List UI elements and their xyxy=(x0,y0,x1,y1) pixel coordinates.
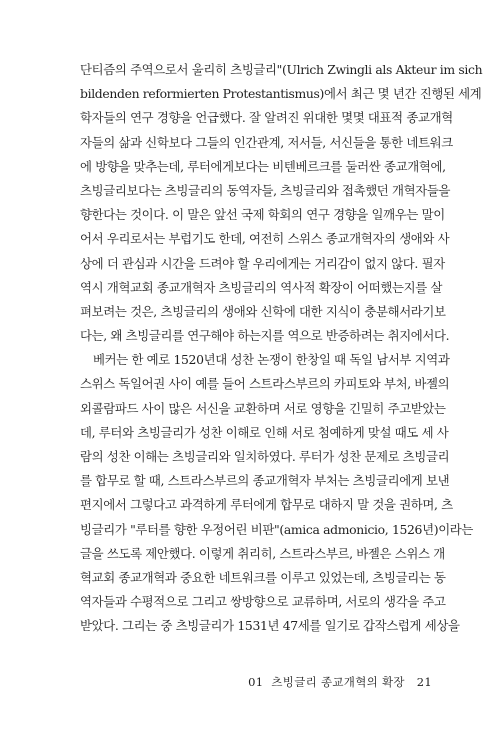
text-line: 편지에서 그렇다고 과격하게 루터에게 합무로 대하지 말 것을 권하며, 츠 xyxy=(80,497,453,513)
text-line: 에 방향을 맞추는데, 루터에게보다는 비텐베르크를 둘러싼 종교개혁에, xyxy=(80,158,446,174)
text-line: 를 합무로 할 때, 스트라스부르의 종교개혁자 부처는 츠빙글리에게 보낸 xyxy=(80,473,450,489)
running-footer xyxy=(248,674,432,690)
text-line: 외콜람파드 사이 많은 서신을 교환하며 서로 영향을 긴밀히 주고받았는 xyxy=(80,400,446,416)
chapter-number: 01 xyxy=(248,675,264,689)
text-line: 역자들과 수평적으로 그리고 쌍방향으로 교류하며, 서로의 생각을 주고 xyxy=(80,594,446,610)
text-line: 자들의 삶과 신학보다 그들의 인간관계, 저서들, 서신들을 통한 네트워크 xyxy=(80,134,453,150)
text-line: 다는, 왜 츠빙글리를 연구해야 하는지를 역으로 반증하려는 취지에서다. xyxy=(80,328,450,344)
text-line: 어서 우리로서는 부럽기도 한데, 여전히 스위스 종교개혁자의 생애와 사 xyxy=(80,231,450,247)
chapter-title: 츠빙글리 종교개혁의 확장 xyxy=(271,675,405,689)
text-line: 펴보려는 것은, 츠빙글리의 생애와 신학에 대한 지식이 충분해서라기보 xyxy=(80,303,446,319)
text-line: 학자들의 연구 경향을 언급했다. 잘 알려진 위대한 몇몇 대표적 종교개혁 xyxy=(80,110,453,126)
text-line: 혁교회 종교개혁과 중요한 네트워크를 이루고 있었는데, 츠빙글리는 동 xyxy=(80,569,446,585)
text-line: 역시 개혁교회 종교개혁자 츠빙글리의 역사적 확장이 어떠했는지를 살 xyxy=(80,279,443,295)
text-line: 향한다는 것이다. 이 말은 앞선 국제 학회의 연구 경향을 일깨우는 말이 xyxy=(80,207,445,223)
text-line: 데, 루터와 츠빙글리가 성찬 이해로 인해 서로 첨예하게 맞설 때도 세 사 xyxy=(80,424,449,440)
text-line: 스위스 독일어권 사이 예를 들어 스트라스부르의 카피토와 부처, 바젤의 xyxy=(80,376,450,392)
body-text xyxy=(80,58,483,639)
text-line: 베커는 한 예로 1520년대 성찬 논쟁이 한창일 때 독일 남서부 지역과 xyxy=(93,352,450,368)
text-line: bildenden reformierten Protestantismus)에서 최근 몇 년간 진행된 세계 xyxy=(80,86,482,102)
text-line: 상에 더 관심과 시간을 드려야 할 우리에게는 거리감이 없지 않다. 필자 xyxy=(80,255,445,271)
text-line: 글을 쓰도록 제안했다. 이렇게 취리히, 스트라스부르, 바젤은 스위스 개 xyxy=(80,545,445,561)
text-line: 단티즘의 주역으로서 울리히 츠빙글리"(Ulrich Zwingli als Akteur im sich xyxy=(80,62,483,77)
page-number: 21 xyxy=(416,675,432,689)
text-line: 받았다. 그리는 중 츠빙글리가 1531년 47세를 일기로 갑작스럽게 세상을 xyxy=(80,618,460,634)
text-line: 빙글리가 "루터를 향한 우정어린 비판"(amica admonicio, 1526년)이라는 xyxy=(80,521,474,537)
text-line: 츠빙글리보다는 츠빙글리의 동역자들, 츠빙글리와 접촉했던 개혁자들을 xyxy=(80,182,451,198)
text-line: 람의 성찬 이해는 츠빙글리와 일치하였다. 루터가 성찬 문제로 츠빙글리 xyxy=(80,449,450,464)
